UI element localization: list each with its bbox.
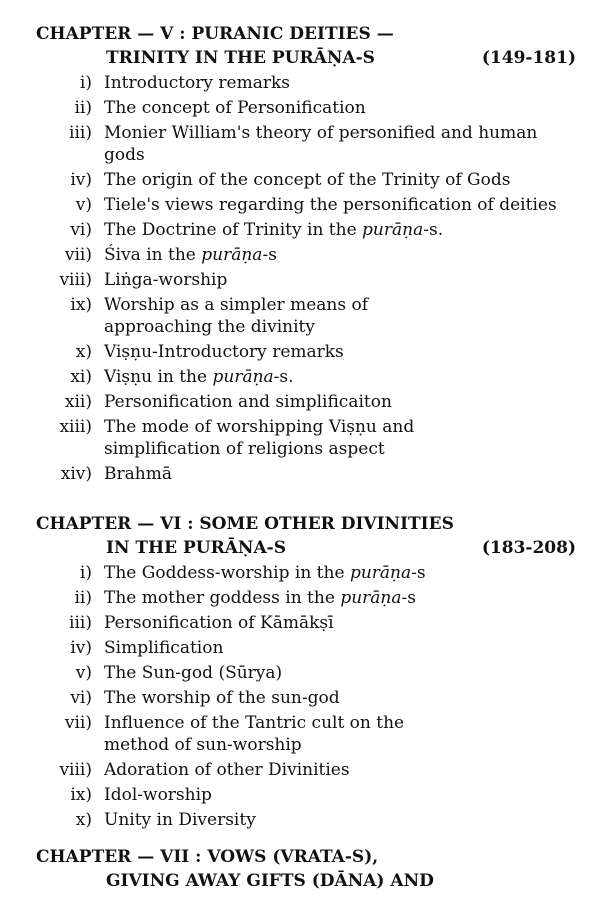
toc-item: i) The Goddess-worship in the purāṇa-s (79, 563, 426, 583)
chapter-subheading: GIVING AWAY GIFTS (DĀNA) AND (106, 871, 434, 891)
toc-item: ix) Worship as a simpler means of approaching the divinity (70, 295, 368, 337)
chapter-subheading: IN THE PURĀṆA-S (106, 538, 286, 558)
toc-item: ii) The concept of Personification (74, 98, 366, 118)
chapter-vii (0, 845, 600, 893)
toc-item: vii) Influence of the Tantric cult on the method of sun-worship (64, 713, 405, 755)
toc-item: vi) The worship of the sun-god (70, 688, 340, 708)
toc-item: viii) Adoration of other Divinities (59, 760, 350, 780)
toc-item: v) The Sun-god (Sūrya) (75, 663, 283, 683)
chapter-heading-row (0, 22, 600, 46)
toc-item: iii) Personification of Kāmākṣī (69, 613, 334, 633)
toc-item: iii) Monier William's theory of personified and human gods (69, 123, 538, 165)
toc-item: iv) The origin of the concept of the Trinity of Gods (70, 170, 511, 190)
chapter-heading-row (0, 845, 600, 869)
toc-item: vii) Śiva in the purāṇa-s (64, 245, 277, 265)
toc-item: x) Unity in Diversity (75, 810, 256, 830)
toc-item: ii) The mother goddess in the purāṇa-s (74, 588, 416, 608)
toc-item: xiv) Brahmā (60, 464, 172, 484)
chapter-heading-row-2 (0, 46, 600, 70)
chapter-page-range: (183-208) (481, 538, 576, 558)
chapter-page-range: (149-181) (481, 48, 576, 68)
chapter-heading-row-2 (0, 536, 600, 560)
toc-item: xiii) The mode of worshipping Viṣṇu and simplification of religions aspect (59, 417, 415, 459)
toc-item: vi) The Doctrine of Trinity in the purāṇa-s. (70, 220, 444, 240)
toc-item: viii) Liṅga-worship (59, 270, 228, 290)
chapter-items (0, 562, 600, 831)
toc-item: xii) Personification and simplificaiton (64, 392, 392, 412)
toc-item: i) Introductory remarks (79, 73, 291, 93)
toc-item: x) Viṣṇu-Introductory remarks (75, 342, 344, 362)
chapter-heading: CHAPTER — VI : SOME OTHER DIVINITIES (36, 514, 454, 534)
chapter-heading: CHAPTER — VII : VOWS (VRATA-S), (36, 847, 379, 867)
chapter-subheading: TRINITY IN THE PURĀṆA-S (106, 48, 375, 68)
chapter-v (0, 22, 600, 485)
chapter-heading-row-2 (0, 869, 600, 893)
chapter-heading-row (0, 512, 600, 536)
toc-item: iv) Simplification (70, 638, 224, 658)
chapter-heading: CHAPTER — V : PURANIC DEITIES — (36, 24, 394, 44)
chapter-items (0, 72, 600, 485)
toc-item: ix) Idol-worship (70, 785, 212, 805)
chapter-vi (0, 512, 600, 831)
toc-item: v) Tiele's views regarding the personification of deities (75, 195, 557, 215)
toc-item: xi) Viṣṇu in the purāṇa-s. (70, 367, 294, 387)
